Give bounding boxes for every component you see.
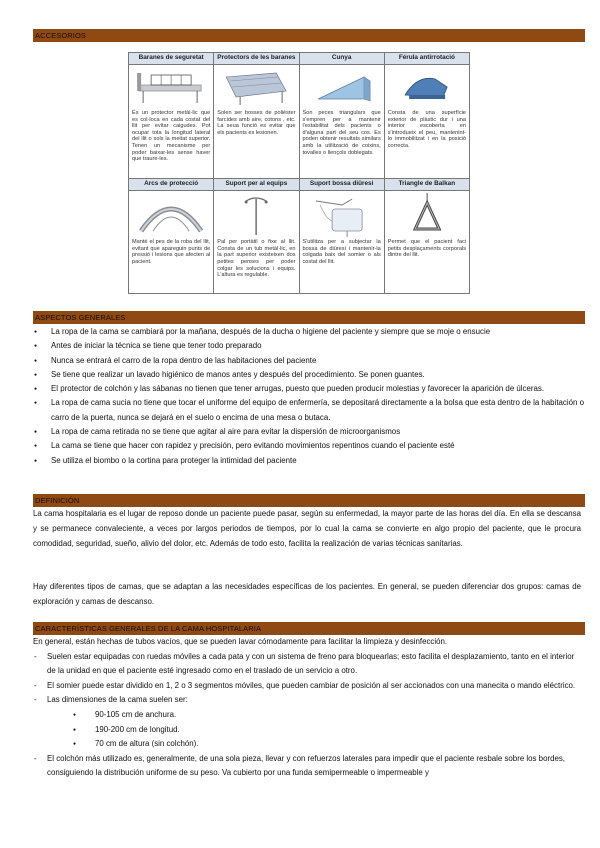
- bed-rails-illustration: [129, 65, 213, 109]
- list-item: ● La ropa de cama sucia no tiene que tocar el uniforme del equipo de enfermería, se depositará directamente a la bolsa que esta dentro de la habitación o carro de la puerta, nunca se dejará en el suelo o encima de una mesa o butaca.: [33, 396, 585, 425]
- acc-title: Suport bossa diüresi: [299, 179, 384, 191]
- acc-text: Solen ser bosses de polièster farcides amb aire, cotons , etc. La seua funció es evitar que els pacients es lesionen.: [217, 110, 296, 136]
- anti-rotation-splint-illustration: [385, 65, 469, 109]
- list-item: ● La ropa de cama retirada no se tiene que agitar al aire para evitar la dispersión de microorganismos: [33, 425, 585, 439]
- list-item: ● La cama se tiene que hacer con rapidez y precisión, pero evitando movimientos repentinos cuando el paciente esté: [33, 439, 585, 453]
- dimension-item: ● 190-200 cm de longitud.: [33, 723, 585, 738]
- section-header-definicion: DEFINICIÓN: [33, 494, 585, 507]
- acc-title: Cunya: [299, 53, 384, 65]
- balkan-triangle-illustration: [385, 191, 469, 238]
- acc-text: És un protector metàl·lic que es col·loca en cada costat del llit per evitar caigudes. Pot ocupar tota la longitud lateral del llit o sols la meitat superior. Tenen un mecanisme per poder baixar-les sense haver que traure-les.: [132, 110, 211, 163]
- list-item: ● Se utiliza el biombo o la cortina para proteger la intimidad del paciente: [33, 454, 585, 468]
- list-item: ● Se tiene que realizar un lavado higiénico de manos antes y después del procedimiento. Se ponen guantes.: [33, 368, 585, 382]
- section-header-caracteristicas: CARACTERÍSTICAS GENERALES DE LA CAMA HOSPITALARIA: [33, 622, 585, 635]
- rail-protector-illustration: [214, 65, 298, 109]
- accessories-table: [128, 52, 470, 294]
- acc-title: Triangle de Balkan: [384, 179, 469, 191]
- list-item: ● La ropa de la cama se cambiará por la mañana, después de la ducha o higiene del paciente y siempre que se moje o ensucie: [33, 325, 585, 339]
- acc-title: Arcs de protecció: [129, 179, 214, 191]
- acc-text: Son peces triangulars que s'empren per a mantenir l'estabilitat dels pacients o d'alguna part del seu cos. Es poden obtenir resultats similars amb la utilització de coixins, tovalles o llençols doblegats.: [302, 110, 381, 156]
- list-item: ● El protector de colchón y las sábanas no tienen que tener arrugas, puesto que pueden producir molestias y favorecer la aparición de úlceras.: [33, 382, 585, 396]
- acc-text: Permet que el pacient faci petits desplaçaments corporals dintre del llit.: [387, 239, 466, 259]
- acc-text: S'utilitza per a subjectar la bossa de diüresi i mantenir-la colgada baix del somier o als costat del llit.: [302, 239, 381, 266]
- definicion-paragraph-1: La cama hospitalaria es el lugar de reposo donde un paciente puede pasar, según su enfermedad, la mayor parte de las horas del día. En ella se descansa y se permanece convaleciente, a veces por largos periodos de tiempos, por lo cual la cama se convierte en algo propio del paciente, que le procura comodidad, seguridad, sueño, alivio del dolor, etc. Además de todo esto, facilita la realización de varias técnicas sanitarias.: [33, 509, 581, 548]
- acc-title: Baranes de seguretat: [129, 53, 214, 65]
- protection-arch-illustration: [129, 191, 213, 238]
- dimension-item: ● 70 cm de altura (sin colchón).: [33, 737, 585, 752]
- list-item: - El colchón más utilizado es, generalmente, de una sola pieza, llevar y con refuerzos laterales para impedir que el paciente resbale sobre los bordes, consiguiendo la distribución uniforme de su peso. Va cubierto por una funda semipermeable o impermeable y: [33, 752, 585, 781]
- urine-bag-holder-illustration: [300, 191, 384, 238]
- list-item: ● Antes de iniciar la técnica se tiene que tener todo preparado: [33, 339, 585, 353]
- iv-pole-illustration: [214, 191, 298, 238]
- acc-title: Suport per al equips: [214, 179, 299, 191]
- aspectos-list: [33, 325, 585, 468]
- section-header-accesorios: ACCESORIOS: [33, 29, 585, 42]
- list-item: - El somier puede estar dividido en 1, 2 o 3 segmentos móviles, que pueden cambiar de posición al ser accionados con una manecita o mando eléctrico.: [33, 679, 585, 694]
- list-item: - Suelen estar equipadas con ruedas móviles a cada pata y con un sistema de freno para bloquearlas; esto facilita el desplazamiento, tanto en el interior de la unidad en que el paciente esté ingresado como en el traslado de un servicio a otro.: [33, 650, 585, 679]
- wedge-illustration: [300, 65, 384, 109]
- caracteristicas-intro: En general, están hechas de tubos vacíos, que se pueden lavar cómodamente para facilitar la limpieza y desinfección.: [33, 637, 448, 646]
- acc-title: Protectors de les baranes: [214, 53, 299, 65]
- list-item: - Las dimensiones de la cama suelen ser:: [33, 693, 585, 708]
- acc-text: Consta de una superfície exterior de plàstic dur i una interior escoberta en s'introdueix el peu, mantenint-lo immobilitzat i en la posició correcta.: [387, 110, 466, 149]
- definicion-paragraph-2: Hay diferentes tipos de camas, que se adaptan a las necesidades específicas de los pacientes. En general, se pueden diferenciar dos grupos: camas de exploración y camas de descanso.: [33, 582, 581, 606]
- acc-title: Férula antirrotació: [384, 53, 469, 65]
- caracteristicas-list: [33, 635, 585, 781]
- acc-text: Manté el pes de la roba del llit, evitant que apareguin punts de pressió i lesions que afecten al pacient.: [132, 239, 211, 266]
- section-header-aspectos: ASPECTOS GENERALES: [33, 311, 585, 324]
- dimension-item: ● 90-105 cm de anchura.: [33, 708, 585, 723]
- list-item: ● Nunca se entrará el carro de la ropa dentro de las habitaciones del paciente: [33, 354, 585, 368]
- acc-text: Pal per portàtil o fixe al llit. Consta de un tub metàl·lic, en la part superior existeixen dos petites penses per poder colgar les solucions i equips. L'altura es regulable.: [217, 239, 296, 279]
